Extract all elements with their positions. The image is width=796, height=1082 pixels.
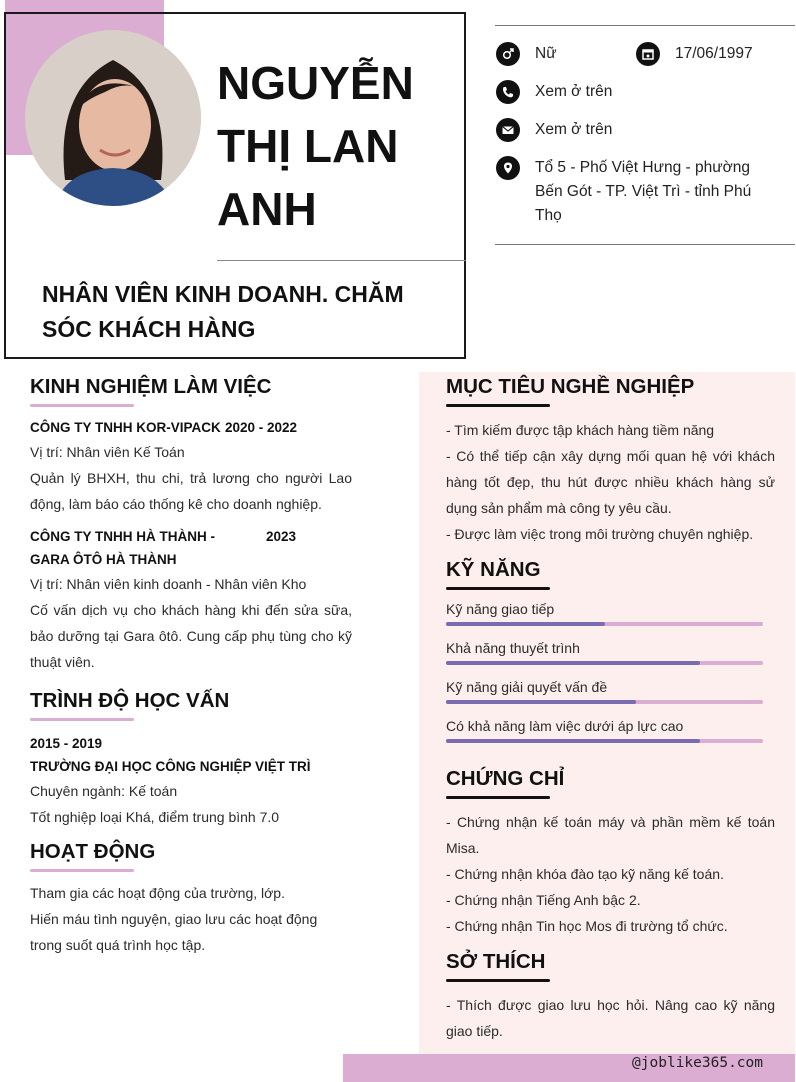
job-position: Vị trí: Nhân viên kinh doanh - Nhân viên Kho bbox=[30, 576, 307, 592]
objective-section bbox=[446, 375, 775, 547]
hobbies-underline bbox=[446, 979, 550, 982]
skill-bar-track bbox=[446, 622, 763, 626]
certificate-item: - Chứng nhận Tin học Mos đi trường tổ chức. bbox=[446, 918, 728, 934]
certificate-item: - Chứng nhận kế toán máy và phần mềm kế toán Misa. bbox=[446, 814, 775, 856]
phone-icon bbox=[496, 80, 520, 104]
gender-icon bbox=[496, 42, 520, 66]
phone-text: Xem ở trên bbox=[535, 83, 613, 100]
skill-label: Kỹ năng giải quyết vấn đề bbox=[446, 679, 608, 695]
skills-title: KỸ NĂNG bbox=[446, 558, 541, 581]
address-text: Tổ 5 - Phố Việt Hưng - phường Bến Gót - TP. Việt Trì - tỉnh Phú Thọ bbox=[535, 159, 752, 224]
hobbies-section bbox=[446, 950, 775, 1044]
certificates-title: CHỨNG CHỈ bbox=[446, 767, 565, 790]
skill-bar-track bbox=[446, 700, 763, 704]
hobbies-title: SỞ THÍCH bbox=[446, 950, 546, 973]
school-name: TRƯỜNG ĐẠI HỌC CÔNG NGHIỆP VIỆT TRÌ bbox=[30, 759, 311, 774]
location-icon bbox=[496, 156, 520, 180]
skill-bar-fill bbox=[446, 700, 636, 704]
contact-bottom-divider bbox=[495, 244, 795, 245]
hobbies-text: - Thích được giao lưu học hỏi. Nâng cao kỹ năng giao tiếp. bbox=[446, 997, 775, 1039]
objective-title: MỤC TIÊU NGHỀ NGHIỆP bbox=[446, 375, 695, 398]
education-underline bbox=[30, 718, 134, 721]
job-title: NHÂN VIÊN KINH DOANH. CHĂM SÓC KHÁCH HÀNG bbox=[42, 281, 404, 342]
objective-item: - Tìm kiếm được tập khách hàng tiềm năng bbox=[446, 422, 715, 438]
skills-underline bbox=[446, 587, 550, 590]
company-name: CÔNG TY TNHH HÀ THÀNH - GARA ÔTÔ HÀ THÀNH bbox=[30, 529, 215, 567]
skill-item bbox=[446, 677, 775, 716]
job-description: Quản lý BHXH, thu chi, trả lương cho người Lao động, làm báo cáo thống kê cho doanh nghiệp. bbox=[30, 470, 352, 512]
objective-item: - Có thể tiếp cận xây dựng mối quan hệ với khách hàng tốt đẹp, thu hút được nhiều khách hàng sử dụng sản phẩm mà công ty yêu cầu. bbox=[446, 448, 775, 516]
skill-item bbox=[446, 638, 775, 677]
candidate-name: NGUYỄN THỊ LAN ANH bbox=[217, 57, 414, 235]
activities-line: Hiến máu tình nguyện, giao lưu các hoạt động trong suốt quá trình học tập. bbox=[30, 911, 318, 953]
result-text: Tốt nghiệp loại Khá, điểm trung bình 7.0 bbox=[30, 809, 280, 825]
calendar-icon bbox=[636, 42, 660, 66]
experience-item-header bbox=[30, 525, 352, 571]
experience-item-header bbox=[30, 416, 352, 439]
objective-item: - Được làm việc trong môi trường chuyên nghiệp. bbox=[446, 526, 754, 542]
activities-title: HOẠT ĐỘNG bbox=[30, 840, 156, 863]
experience-underline bbox=[30, 404, 134, 407]
major-text: Chuyên ngành: Kế toán bbox=[30, 783, 178, 799]
certificate-item: - Chứng nhận Tiếng Anh bậc 2. bbox=[446, 892, 641, 908]
skill-item bbox=[446, 599, 775, 638]
email-text: Xem ở trên bbox=[535, 121, 613, 138]
company-name: CÔNG TY TNHH KOR-VIPACK bbox=[30, 420, 221, 435]
experience-section bbox=[30, 375, 352, 675]
skill-bar-fill bbox=[446, 661, 700, 665]
skill-bar-track bbox=[446, 661, 763, 665]
skill-bar-fill bbox=[446, 739, 700, 743]
contact-top-divider bbox=[495, 25, 795, 26]
watermark-text: @joblike365.com bbox=[632, 1055, 763, 1071]
skill-label: Có khả năng làm việc dưới áp lực cao bbox=[446, 718, 684, 734]
email-icon bbox=[496, 118, 520, 142]
avatar bbox=[25, 30, 201, 206]
name-divider bbox=[217, 260, 466, 261]
activities-section bbox=[30, 840, 352, 958]
experience-title: KINH NGHIỆM LÀM VIỆC bbox=[30, 375, 272, 398]
education-title: TRÌNH ĐỘ HỌC VẤN bbox=[30, 689, 230, 712]
certificates-section bbox=[446, 767, 775, 939]
activities-underline bbox=[30, 869, 134, 872]
birthdate-text: 17/06/1997 bbox=[675, 45, 753, 62]
skill-label: Kỹ năng giao tiếp bbox=[446, 601, 555, 617]
activities-line: Tham gia các hoạt động của trường, lớp. bbox=[30, 885, 285, 901]
education-period: 2015 - 2019 bbox=[30, 736, 103, 751]
job-position: Vị trí: Nhân viên Kế Toán bbox=[30, 444, 185, 460]
work-period: 2023 bbox=[266, 529, 297, 544]
objective-underline bbox=[446, 404, 550, 407]
certificate-item: - Chứng nhận khóa đào tạo kỹ năng kế toán. bbox=[446, 866, 724, 882]
education-section bbox=[30, 689, 352, 830]
skill-item bbox=[446, 716, 775, 755]
job-description: Cố vấn dịch vụ cho khách hàng khi đến sửa sữa, bảo dưỡng tại Gara ôtô. Cung cấp phụ tùng cho kỹ thuật viên. bbox=[30, 602, 352, 670]
skill-bar-track bbox=[446, 739, 763, 743]
gender-text: Nữ bbox=[535, 45, 557, 62]
skill-label: Khả năng thuyết trình bbox=[446, 640, 580, 656]
skill-bar-fill bbox=[446, 622, 605, 626]
skills-section bbox=[446, 558, 775, 755]
certificates-underline bbox=[446, 796, 550, 799]
work-period: 2020 - 2022 bbox=[225, 420, 298, 435]
